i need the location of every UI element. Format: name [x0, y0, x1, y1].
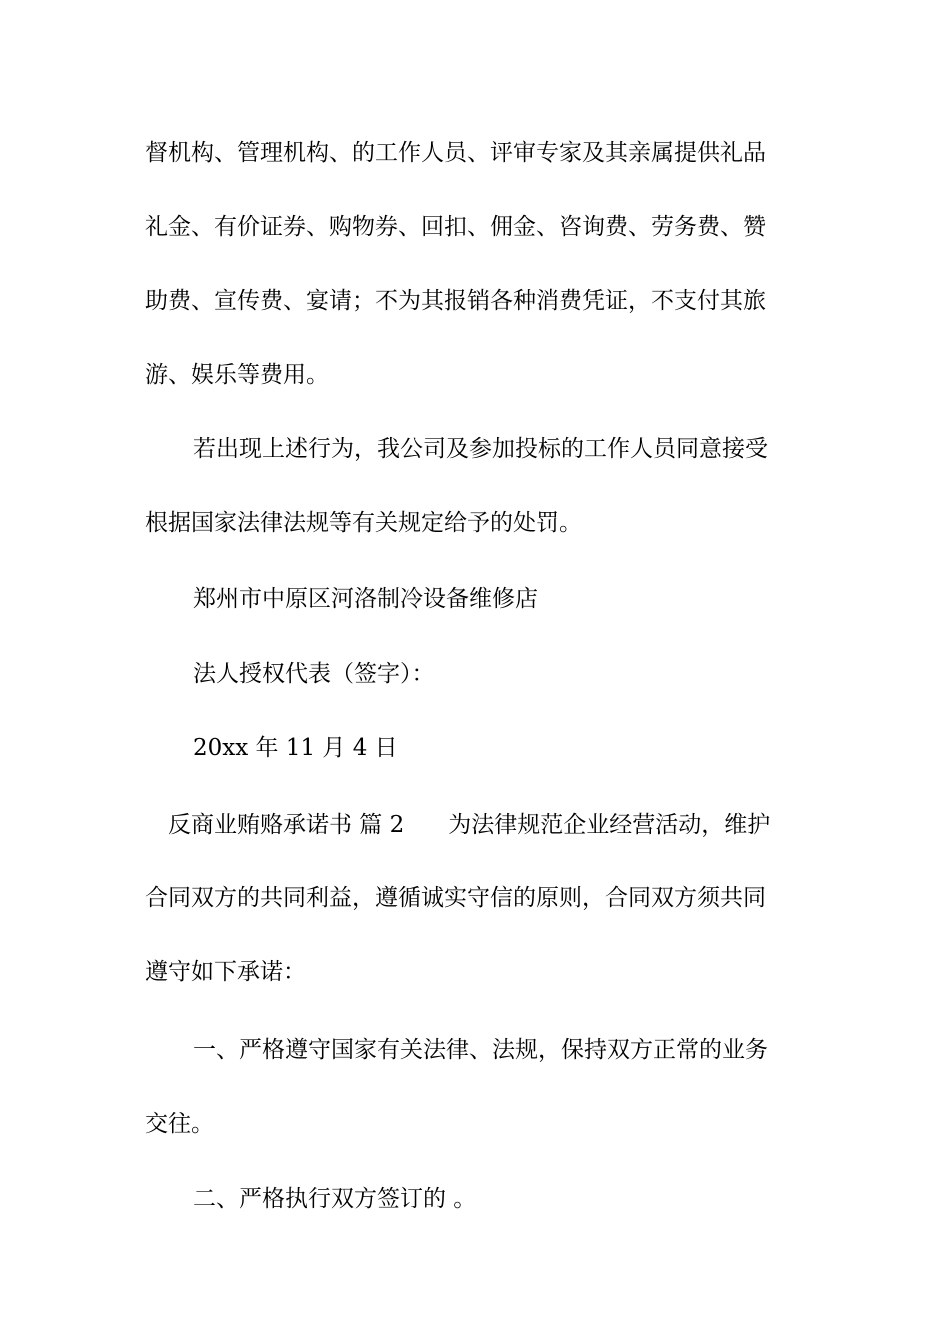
section-heading-line [168, 810, 770, 840]
paragraph-line: 督机构、管理机构、的工作人员、评审专家及其亲属提供礼品 [145, 140, 766, 166]
section-title: 反商业贿赂承诺书 篇 2 [168, 812, 405, 838]
signature-label: 法人授权代表（签字）： [193, 661, 435, 687]
paragraph-line: 二、严格执行双方签订的 。 [193, 1186, 477, 1212]
paragraph-line: 游、娱乐等费用。 [145, 362, 329, 388]
paragraph-lead: 为法律规范企业经营活动，维护 [448, 812, 771, 838]
date-line: 20xx 年 11 月 4 日 [193, 735, 398, 761]
paragraph-line: 若出现上述行为，我公司及参加投标的工作人员同意接受 [193, 436, 768, 462]
paragraph-line: 合同双方的共同利益，遵循诚实守信的原则，合同双方须共同 [145, 885, 766, 911]
paragraph-line: 助费、宣传费、宴请；不为其报销各种消费凭证，不支付其旅 [145, 288, 766, 314]
paragraph-line: 一、严格遵守国家有关法律、法规，保持双方正常的业务 [193, 1037, 768, 1063]
paragraph-line: 礼金、有价证券、购物券、回扣、佣金、咨询费、劳务费、赞 [145, 214, 766, 240]
paragraph-line: 交往。 [145, 1111, 214, 1137]
company-name: 郑州市中原区河洛制冷设备维修店 [193, 586, 538, 612]
paragraph-line: 根据国家法律法规等有关规定给予的处罚。 [145, 510, 582, 536]
paragraph-line: 遵守如下承诺： [145, 959, 306, 985]
